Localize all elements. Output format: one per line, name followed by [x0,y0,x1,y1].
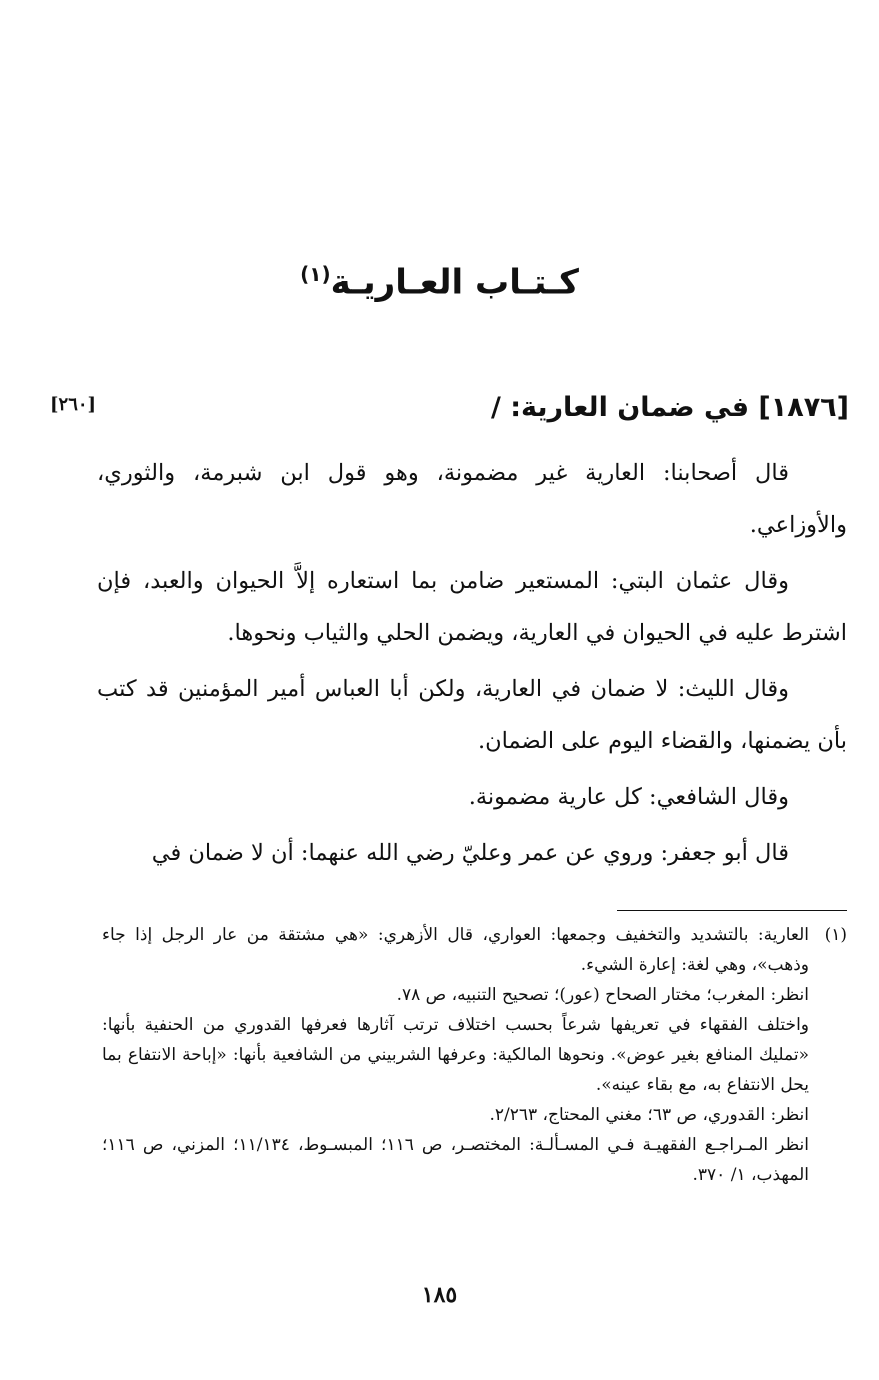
section-heading: [١٨٧٦] في ضمان العارية: / [490,392,849,423]
paragraph: قال أبو جعفر: وروي عن عمر وعليّ رضي الله عنهما: أن لا ضمان في [151,840,789,866]
book-title [0,262,879,302]
main-text [97,447,847,883]
paragraph: وقال الليث: لا ضمان في العارية، ولكن أبا العباس أمير المؤمنين قد كتب بأن يضمنها، والقضاء اليوم على الضمان. [97,676,847,754]
footnote-line: انظر: المغرب؛ مختار الصحاح (عور)؛ تصحيح التنبيه، ص ٧٨. [396,985,809,1005]
footnote-line: واختلف الفقهاء في تعريفها شرعاً بحسب اختلاف ترتب آثارها فعرفها القدوري من الحنفية بأنها: «تمليك المنافع بغير عوض». ونحوها المالكية: وعرفها الشربيني من الشافعية بأنها: «إباحة الانتفاع بما يحل الانتفاع به، مع بقاء عينه». [102,1015,809,1095]
original-page-reference: [٢٦٠] [50,394,97,415]
book-title-text: كـتـاب العـاريـة [330,262,579,303]
paragraph: قال أصحابنا: العارية غير مضمونة، وهو قول ابن شبرمة، والثوري، والأوزاعي. [97,460,847,538]
title-footnote-marker: (١) [300,262,331,286]
footnote-separator [617,910,847,911]
page-number: ١٨٥ [421,1282,458,1308]
footnote-line: العارية: بالتشديد والتخفيف وجمعها: العواري، قال الأزهري: «هي مشتقة من عار الرجل إذا جاء وذهب»، وهي لغة: إعارة الشيء. [102,925,809,975]
footnote-number: (١) [824,925,847,945]
footnote-line: انظر المـراجـع الفقهيـة فـي المسـألـة: المختصـر، ص ١١٦؛ المبسـوط، ١١/١٣٤؛ المزني، ص ١١٦؛ المهذب، ١/ ٣٧٠. [102,1135,809,1185]
footnote-line: انظر: القدوري، ص ٦٣؛ مغني المحتاج، ٢/٢٦٣. [489,1105,809,1125]
footnote-entry [102,920,847,1190]
paragraph: وقال عثمان البتي: المستعير ضامن بما استعاره إلاَّ الحيوان والعبد، فإن اشترط عليه في الحيوان في العارية، ويضمن الحلي والثياب ونحوها. [97,568,847,646]
footnote-body [102,920,809,1190]
footnotes [102,920,847,1190]
paragraph: وقال الشافعي: كل عارية مضمونة. [468,784,789,810]
